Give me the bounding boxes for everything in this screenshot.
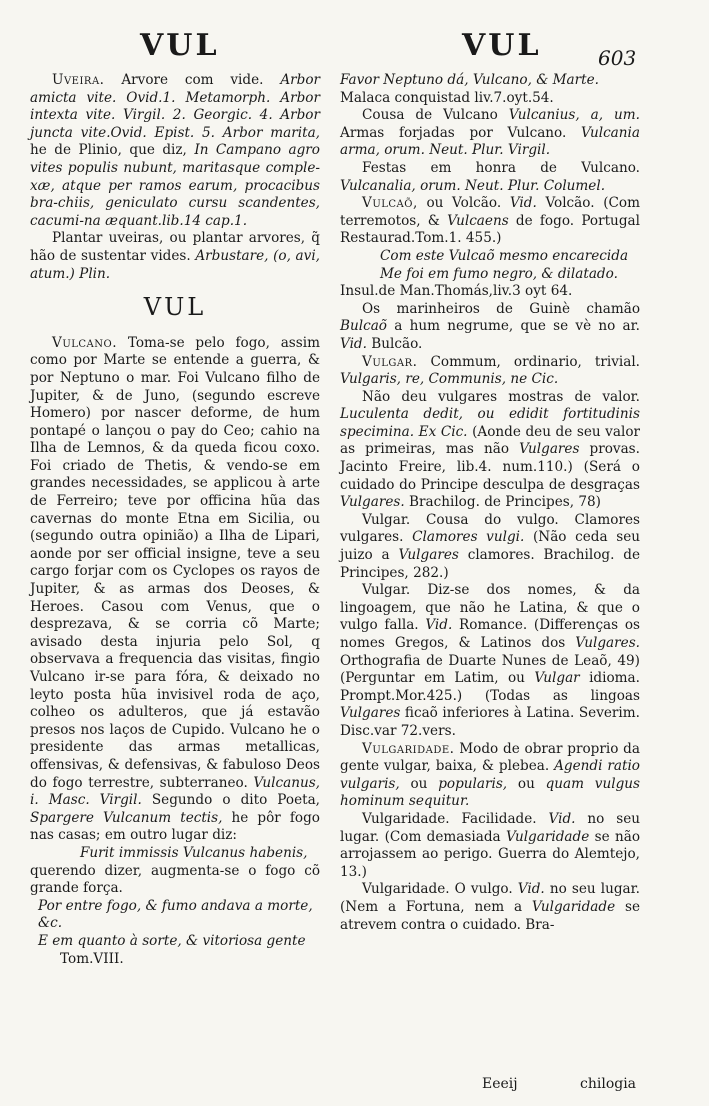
entry-vulgar: Vulgar. Commum, ordinario, trivial. Vulgaris, re, Communis, ne Cic. [340,353,640,388]
running-head-left: VUL [140,28,220,63]
quote-source: Malaca conquistad liv.7.oyt.54. [340,89,554,106]
entry-vulgaridade-facilidade: Vulgaridade. Facilidade. Vid. no seu lugar. (Com demasiada Vulgaridade se não arrojassem ao perigo. Guerra do Alemtejo, 13.) [340,810,641,880]
entry-vulgaridade-vulgo: Vulgaridade. O vulgo. Vid. no seu lugar. (Nem a Fortuna, nem a Vulgaridade se atrevem contra o cuidado. Bra- [340,881,641,933]
verse-portuguese-2: E em quanto à sorte, & vitoriosa gente [38,932,306,949]
entry-vulgaridade: Vulgaridade. Modo de obrar proprio da gente vulgar, baixa, & plebea. Agendi ratio vulgaris, ou popularis, ou quam vulgus hominum sequitur. [340,740,641,810]
running-head-right: VUL [462,28,542,63]
headword-vulcano: Vulcano. [52,334,118,351]
verse-vulcao-1: Com este Vulcaõ mesmo encarecida [380,247,629,264]
entry-vulcano-cont: querendo dizer, augmenta-se o fogo cõ grande força. [30,862,320,897]
headword-vulgar: Vulgar. [362,353,418,370]
catchword: chilogia [580,1076,637,1092]
entry-vulgar-valor: Não deu vulgares mostras de valor. Luculenta dedit, ou edidit fortitudinis specimina. Ex Cic. (Aonde deu de seu valor as primeiras, mas não Vulgares provas. Jacinto Freire, lib.4. num.110.) (Será o cuidado do Principe desculpa de desgraças Vulgares. Brachilog. de Principes, 78) [340,388,640,511]
entry-bulcao: Os marinheiros de Guinè chamão Bulcaõ a hum negrume, que se vè no ar. Vid. Bulcão. [340,300,640,352]
headword-vulcao: Vulcaõ, [362,195,418,212]
entry-vulgar-lingoagem: Vulgar. Diz-se dos nomes, & da lingoagem, que não he Latina, & que o vulgo falla. Vid. Romance. (Differenças os nomes Gregos, & Latinos dos Vulgares. Orthografia de Duarte Nunes de Leaõ, 49) (Perguntar em Latim, ou Vulgar idioma. Prompt.Mor.425.) (Todas as lingoas Vulgares ficaõ inferiores à Latina. Severim. Disc.var 72.vers. [340,582,641,739]
entry-vulcao: Vulcaõ, ou Volcão. Vid. Volcão. (Com terremotos, & Vulcaens de fogo. Portugal Restaurad.Tom.1. 455.) [340,195,640,247]
entry-vulgar-vulgo: Vulgar. Cousa do vulgo. Clamores vulgares. Clamores vulgi. (Não ceda seu juizo a Vulgares clamores. Brachilog. de Principes, 282.) [340,511,641,581]
headword-uveira: Uveira. [52,72,105,88]
volume-signature: Tom.VIII. [60,950,124,967]
right-column [340,72,640,934]
page-number: 603 [598,46,637,70]
entry-vulcano: Vulcano. Toma-se pelo fogo, assim como por Marte se entende a guerra, & por Neptuno o mar. Foi Vulcano filho de Jupiter, & de Juno, (segundo escreve Homero) por nascer deforme, de hum pontapé o lançou o pay do Ceo; cahio na Ilha de Lemnos, & da queda ficou coxo. Foi criado de Thetis, & vendo-se em grandes necessidades, se applicou à arte de Ferreiro; teve por officina hũa das cavernas do monte Etna em Sicilia, ou (segundo outra opinião) a Ilha de Lipari, aonde por ser official insigne, teve a seu cargo forjar com os Cyclopes os rayos de Jupiter, & as armas dos Deoses, & Heroes. Casou com Venus, que o desprezava, & se corria cõ Marte; avisado desta injuria pelo Sol, q observava a frequencia das visitas, fingio Vulcano ir-se para fóra, & deixado no leyto posta hũa invisivel roda de aço, colheo os adulteros, que já estavão presos nos laços de Cupido. Vulcano he o presidente das armas metallicas, offensivas, & defensivas, & fabuloso Deos do fogo terrestre, subterraneo. Vulcanus, i. Masc. Virgil. Segundo o dito Poeta, Spargere Vulcanum tectis, he pôr fogo nas casas; em outro lugar diz: [30,334,321,844]
entry-plantar-uveiras: Plantar uveiras, ou plantar arvores, q̃ hão de sustentar vides. Arbustare, (o, avi, atum.) Plin. [30,230,320,282]
headword-vulgaridade: Vulgaridade. [362,740,455,757]
signature-mark: Eeeij [482,1076,518,1092]
quote-line: Favor Neptuno dá, Vulcano, & Marte. [340,72,599,88]
verse-vulcao-2: Me foi em fumo negro, & dilatado. [380,265,618,282]
left-column [30,72,320,968]
verse-latin: Furit immissis Vulcanus habenis, [80,844,308,861]
section-heading: VUL [143,293,207,322]
verse-vulcao-source: Insul.de Man.Thomás,liv.3 oyt 64. [340,283,573,300]
entry-festas: Festas em honra de Vulcano. Vulcanalia, orum. Neut. Plur. Columel. [340,159,640,194]
entry-cousa-de-vulcano: Cousa de Vulcano Vulcanius, a, um. Armas forjadas por Vulcano. Vulcania arma, orum. Neut. Plur. Virgil. [340,107,640,159]
verse-portuguese-1: Por entre fogo, & fumo andava a morte, &c. [38,897,313,932]
entry-uveira: Uveira. Arvore com vide. Arbor amicta vite. Ovid.1. Metamorph. Arbor intexta vite. Virgil. 2. Georgic. 4. Arbor juncta vite.Ovid. Epist. 5. Arbor marita, he de Plinio, que diz, In Campano agro vites populis nubunt, maritasque comple-xæ, atque per ramos earum, procacibus bra-chiis, geniculato cursu scandentes, cacumi-na æquant.lib.14 cap.1. [30,72,321,229]
